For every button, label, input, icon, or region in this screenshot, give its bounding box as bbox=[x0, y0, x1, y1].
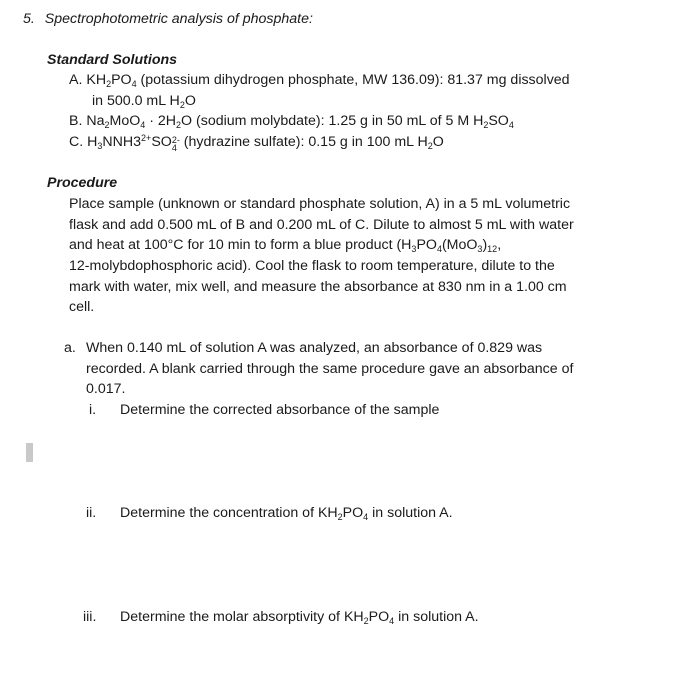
solution-b-so-sub: 4 bbox=[508, 120, 514, 130]
part-a-ii-text bbox=[120, 503, 453, 523]
part-a-iii-text-c: in solution A. bbox=[394, 609, 479, 625]
solution-a-water-end: O bbox=[184, 93, 196, 109]
part-a-iii-sub1: 2 bbox=[363, 616, 369, 626]
question-number: 5. bbox=[23, 11, 35, 27]
part-a-ii-text-b: PO bbox=[342, 505, 364, 521]
part-a-ii-sub1: 2 bbox=[337, 512, 343, 522]
solution-a-kh: KH bbox=[86, 72, 107, 88]
part-a-iii-text-b: PO bbox=[368, 609, 390, 625]
solution-b-na: Na bbox=[86, 113, 105, 129]
procedure-line3-po: PO bbox=[416, 237, 437, 253]
part-a-line2: recorded. A blank carried through the same procedure gave an absorbance of bbox=[86, 361, 574, 377]
solution-c-nnh-sup: 2+ bbox=[141, 133, 152, 143]
solution-b-line bbox=[69, 111, 514, 131]
solution-b-hydrate: · 2H bbox=[145, 113, 177, 129]
procedure-line3-comma: , bbox=[497, 237, 502, 253]
procedure-line5: mark with water, mix well, and measure the absorbance at 830 nm in a 1.00 cm bbox=[69, 279, 567, 295]
solution-b-moo: MoO bbox=[109, 113, 141, 129]
part-a-ii-text-c: in solution A. bbox=[368, 505, 453, 521]
solution-a-po-sub: 4 bbox=[131, 79, 137, 89]
part-a-i-text: Determine the corrected absorbance of the sample bbox=[120, 402, 440, 418]
procedure-line3-sub4: 12 bbox=[487, 244, 498, 254]
solution-a-line1 bbox=[69, 70, 570, 90]
part-a-ii-numeral: ii. bbox=[86, 505, 97, 521]
part-a-ii-sub2: 4 bbox=[363, 512, 369, 522]
solution-a-line2 bbox=[92, 91, 196, 111]
solution-b-moo-sub: 4 bbox=[140, 120, 146, 130]
procedure-line3-text: and heat at 100°C for 10 min to form a blue product (H bbox=[69, 237, 412, 253]
solution-b-so: SO bbox=[488, 113, 509, 129]
part-a-line3: 0.017. bbox=[86, 381, 126, 397]
procedure-line2: flask and add 0.500 mL of B and 0.200 mL of C. Dilute to almost 5 mL with water bbox=[69, 217, 574, 233]
procedure-line3-paren: ) bbox=[482, 237, 488, 253]
solution-c-line: C. $H_3NNH3^{2+}SO$ 2- 4 (hydrazine sulfate): 0.15 g in 100 mL $H_2O$ bbox=[69, 133, 444, 153]
procedure-line6: cell. bbox=[69, 299, 95, 315]
solution-a-kh-sub: 2 bbox=[106, 79, 112, 89]
solution-c-h-sub: 3 bbox=[97, 141, 103, 151]
question-header bbox=[23, 9, 313, 29]
solution-c-water-sub: 2 bbox=[427, 141, 433, 151]
solution-c-label: C. bbox=[69, 134, 84, 150]
text-cursor-marker bbox=[26, 443, 33, 462]
procedure-line4: 12-molybdophosphoric acid). Cool the flask to room temperature, dilute to the bbox=[69, 258, 555, 274]
solution-c-so: SO bbox=[151, 134, 172, 150]
part-a-label: a. bbox=[64, 340, 76, 356]
procedure-line3-moo: (MoO bbox=[441, 237, 478, 253]
solution-b-hydrate-sub: 2 bbox=[176, 120, 182, 130]
question-title: Spectrophotometric analysis of phosphate: bbox=[44, 11, 313, 27]
solution-c-desc: (hydrazine sulfate): 0.15 g in 100 mL H bbox=[179, 134, 428, 150]
solution-b-acid-sub: 2 bbox=[483, 120, 489, 130]
part-a-iii-text bbox=[120, 607, 479, 627]
solution-c-h: H bbox=[87, 134, 98, 150]
procedure-line3-sub3: 3 bbox=[477, 244, 483, 254]
part-a-line1: When 0.140 mL of solution A was analyzed, an absorbance of 0.829 was bbox=[86, 340, 543, 356]
part-a-iii-text-a: Determine the molar absorptivity of KH bbox=[120, 609, 364, 625]
solution-a-po: PO bbox=[111, 72, 132, 88]
part-a-ii-text-a: Determine the concentration of KH bbox=[120, 505, 338, 521]
part-a-iii-numeral: iii. bbox=[83, 609, 97, 625]
solution-b-desc: O (sodium molybdate): 1.25 g in 50 mL of 5 M H bbox=[181, 113, 484, 129]
procedure-line3-sub1: 3 bbox=[411, 244, 417, 254]
procedure-heading: Procedure bbox=[47, 175, 118, 191]
solution-a-volume: in 500.0 mL H bbox=[92, 93, 180, 109]
solution-a-label: A. bbox=[69, 72, 83, 88]
solution-a-water-sub: 2 bbox=[179, 100, 185, 110]
procedure-line1: Place sample (unknown or standard phosphate solution, A) in a 5 mL volumetric bbox=[69, 196, 571, 212]
solution-c-nnh: NNH3 bbox=[102, 134, 142, 150]
solution-c-water-end: O bbox=[432, 134, 444, 150]
procedure-line3 bbox=[69, 235, 501, 255]
solution-a-desc: (potassium dihydrogen phosphate, MW 136.09): 81.37 mg dissolved bbox=[136, 72, 570, 88]
solution-b-label: B. bbox=[69, 113, 83, 129]
standard-solutions-heading: Standard Solutions bbox=[47, 52, 178, 68]
part-a-iii-sub2: 4 bbox=[389, 616, 395, 626]
procedure-line3-sub2: 4 bbox=[436, 244, 442, 254]
part-a-i-numeral: i. bbox=[89, 402, 97, 418]
solution-b-na-sub: 2 bbox=[104, 120, 110, 130]
